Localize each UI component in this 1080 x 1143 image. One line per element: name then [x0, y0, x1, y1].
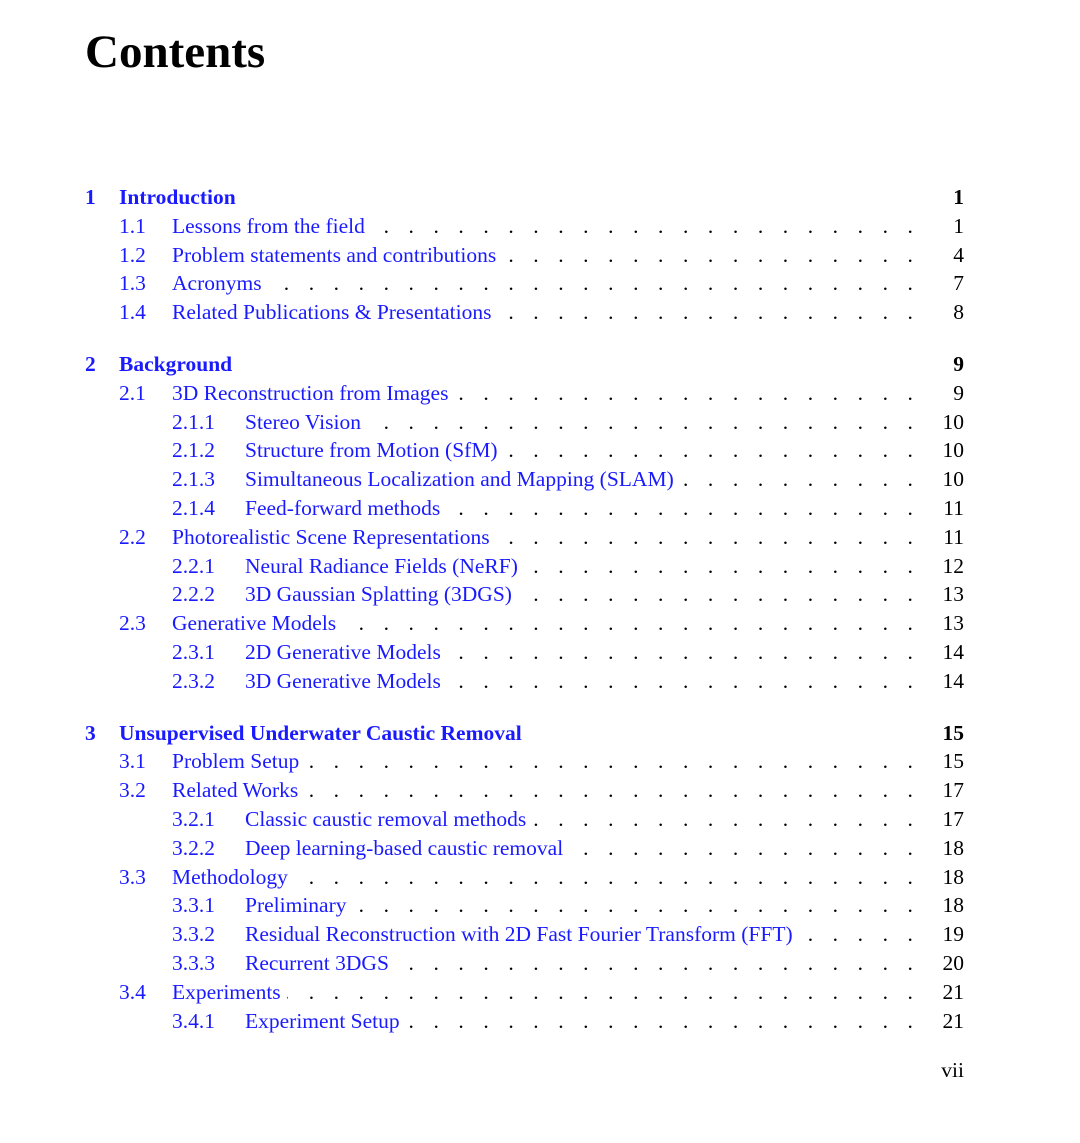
toc-subsection-link[interactable]	[85, 949, 964, 978]
entry-title: Residual Reconstruction with 2D Fast Fourier Transform (FFT)	[245, 922, 793, 947]
entry-page-number: 18	[942, 893, 964, 918]
dot-leader	[395, 949, 920, 978]
entry-title: Related Publications & Presentations	[172, 300, 492, 325]
entry-number: 3.4	[119, 979, 146, 1004]
dot-leader	[504, 436, 920, 465]
dot-leader	[532, 805, 920, 834]
entry-title: Related Works	[172, 778, 299, 803]
entry-number: 2.1.1	[172, 409, 215, 434]
dot-leader	[799, 920, 920, 949]
toc-section-link[interactable]	[85, 978, 964, 1007]
toc-section-link[interactable]	[85, 523, 964, 552]
entry-title: Recurrent 3DGS	[245, 950, 389, 975]
dot-leader	[496, 523, 920, 552]
toc-subsection-link[interactable]	[85, 408, 964, 437]
entry-number: 1.4	[119, 300, 146, 325]
toc-subsection-link[interactable]	[85, 552, 964, 581]
entry-page-number: 21	[942, 979, 964, 1004]
entry-title: Acronyms	[172, 271, 262, 296]
entry-page-number: 1	[953, 213, 964, 238]
entry-number: 2.1	[119, 380, 146, 405]
toc-section-link[interactable]	[85, 747, 964, 776]
chapter-title: Unsupervised Underwater Caustic Removal	[119, 720, 522, 745]
chapter-page-number: 1	[953, 185, 964, 209]
entry-title: Experiments	[172, 979, 281, 1004]
entry-title: Photorealistic Scene Representations	[172, 524, 490, 549]
entry-number: 3.2	[119, 778, 146, 803]
toc-chapter-2	[85, 350, 964, 696]
dot-leader	[524, 552, 920, 581]
dot-leader	[502, 241, 920, 270]
entry-number: 3.3.1	[172, 893, 215, 918]
chapter-page-number: 15	[942, 720, 964, 745]
toc-section-link[interactable]	[85, 776, 964, 805]
dot-leader	[680, 465, 920, 494]
entry-page-number: 21	[942, 1008, 964, 1033]
entry-page-number: 14	[942, 639, 964, 664]
entry-title: Lessons from the field	[172, 213, 365, 238]
entry-number: 2.3	[119, 611, 146, 636]
entry-number: 3.2.2	[172, 835, 215, 860]
entry-number: 2.2	[119, 524, 146, 549]
toc-subsection-link[interactable]	[85, 834, 964, 863]
entry-number: 2.1.2	[172, 438, 215, 463]
entry-title: Neural Radiance Fields (NeRF)	[245, 553, 518, 578]
toc-subsection-link[interactable]	[85, 891, 964, 920]
toc-subsection-link[interactable]	[85, 920, 964, 949]
entry-number: 3.2.1	[172, 806, 215, 831]
toc-section-link[interactable]	[85, 863, 964, 892]
entry-title: Deep learning-based caustic removal	[245, 835, 564, 860]
entry-page-number: 17	[942, 806, 964, 831]
dot-leader	[454, 379, 920, 408]
dot-leader	[406, 1007, 920, 1036]
entry-title: Problem statements and contributions	[172, 242, 497, 267]
toc-subsection-link[interactable]	[85, 667, 964, 696]
toc-subsection-link[interactable]	[85, 805, 964, 834]
toc-section-link[interactable]	[85, 298, 964, 327]
entry-page-number: 17	[942, 778, 964, 803]
chapter-page-number: 9	[953, 351, 964, 376]
dot-leader	[447, 638, 920, 667]
toc-subsection-link[interactable]	[85, 580, 964, 609]
dot-leader	[447, 667, 920, 696]
entry-page-number: 15	[942, 749, 964, 774]
entry-number: 1.3	[119, 271, 146, 296]
page-folio: vii	[941, 1058, 964, 1082]
toc-section-link[interactable]	[85, 609, 964, 638]
entry-number: 3.3	[119, 864, 146, 889]
entry-title: Generative Models	[172, 611, 337, 636]
toc-subsection-link[interactable]	[85, 465, 964, 494]
entry-number: 2.1.4	[172, 495, 215, 520]
toc-section-link[interactable]	[85, 212, 964, 241]
toc-subsection-link[interactable]	[85, 1007, 964, 1036]
dot-leader	[371, 212, 920, 241]
entry-page-number: 11	[943, 524, 964, 549]
dot-leader	[569, 834, 920, 863]
entry-page-number: 10	[942, 467, 964, 492]
chapter-title: Background	[119, 351, 233, 376]
dot-leader	[287, 978, 920, 1007]
entry-page-number: 18	[942, 835, 964, 860]
toc-chapter-link[interactable]	[85, 350, 964, 379]
entry-number: 3.3.2	[172, 922, 215, 947]
entry-title: 3D Gaussian Splatting (3DGS)	[245, 582, 512, 607]
entry-title: Experiment Setup	[245, 1008, 400, 1033]
entry-page-number: 8	[953, 300, 964, 325]
toc-subsection-link[interactable]	[85, 494, 964, 523]
entry-page-number: 13	[942, 611, 964, 636]
entry-number: 2.2.2	[172, 582, 215, 607]
entry-title: Simultaneous Localization and Mapping (SLAM)	[245, 467, 674, 492]
dot-leader	[446, 494, 920, 523]
entry-title: 3D Reconstruction from Images	[172, 380, 449, 405]
entry-page-number: 7	[953, 271, 964, 296]
toc-chapter-link[interactable]	[85, 719, 964, 748]
entry-title: Problem Setup	[172, 749, 300, 774]
chapter-number: 2	[85, 351, 96, 376]
dot-leader	[518, 580, 920, 609]
entry-number: 1.2	[119, 242, 146, 267]
entry-page-number: 11	[943, 495, 964, 520]
entry-page-number: 19	[942, 922, 964, 947]
entry-page-number: 10	[942, 438, 964, 463]
toc-chapter-3	[85, 719, 964, 1036]
dot-leader	[367, 408, 920, 437]
entry-number: 2.3.1	[172, 639, 215, 664]
entry-page-number: 9	[953, 380, 964, 405]
dot-leader	[497, 298, 920, 327]
entry-title: Methodology	[172, 864, 288, 889]
entry-page-number: 4	[953, 242, 964, 267]
toc-chapter-link[interactable]	[85, 183, 964, 212]
entry-title: Structure from Motion (SfM)	[245, 438, 498, 463]
entry-number: 2.1.3	[172, 467, 215, 492]
entry-number: 2.2.1	[172, 553, 215, 578]
entry-title: Preliminary	[245, 893, 347, 918]
toc-section-link[interactable]	[85, 269, 964, 298]
toc-chapter-1	[85, 183, 964, 327]
entry-page-number: 10	[942, 409, 964, 434]
entry-title: 3D Generative Models	[245, 668, 441, 693]
dot-leader	[294, 863, 920, 892]
entry-page-number: 20	[942, 950, 964, 975]
page-title: Contents	[85, 26, 266, 78]
dot-leader	[268, 269, 920, 298]
entry-title: Stereo Vision	[245, 409, 361, 434]
chapter-number: 1	[85, 185, 96, 209]
entry-number: 2.3.2	[172, 668, 215, 693]
toc-section-link[interactable]	[85, 379, 964, 408]
entry-number: 3.3.3	[172, 950, 215, 975]
table-of-contents	[85, 183, 964, 1058]
dot-leader	[304, 776, 920, 805]
toc-subsection-link[interactable]	[85, 638, 964, 667]
dot-leader	[342, 609, 920, 638]
entry-page-number: 14	[942, 668, 964, 693]
entry-page-number: 18	[942, 864, 964, 889]
entry-title: Feed-forward methods	[245, 495, 441, 520]
dot-leader	[305, 747, 920, 776]
dot-leader	[353, 891, 920, 920]
entry-number: 1.1	[119, 213, 146, 238]
toc-subsection-link[interactable]	[85, 436, 964, 465]
entry-page-number: 12	[942, 553, 964, 578]
chapter-number: 3	[85, 720, 96, 745]
entry-number: 3.4.1	[172, 1008, 215, 1033]
entry-title: 2D Generative Models	[245, 639, 441, 664]
toc-section-link[interactable]	[85, 241, 964, 270]
entry-number: 3.1	[119, 749, 146, 774]
chapter-title: Introduction	[119, 185, 236, 209]
entry-page-number: 13	[942, 582, 964, 607]
entry-title: Classic caustic removal methods	[245, 806, 527, 831]
